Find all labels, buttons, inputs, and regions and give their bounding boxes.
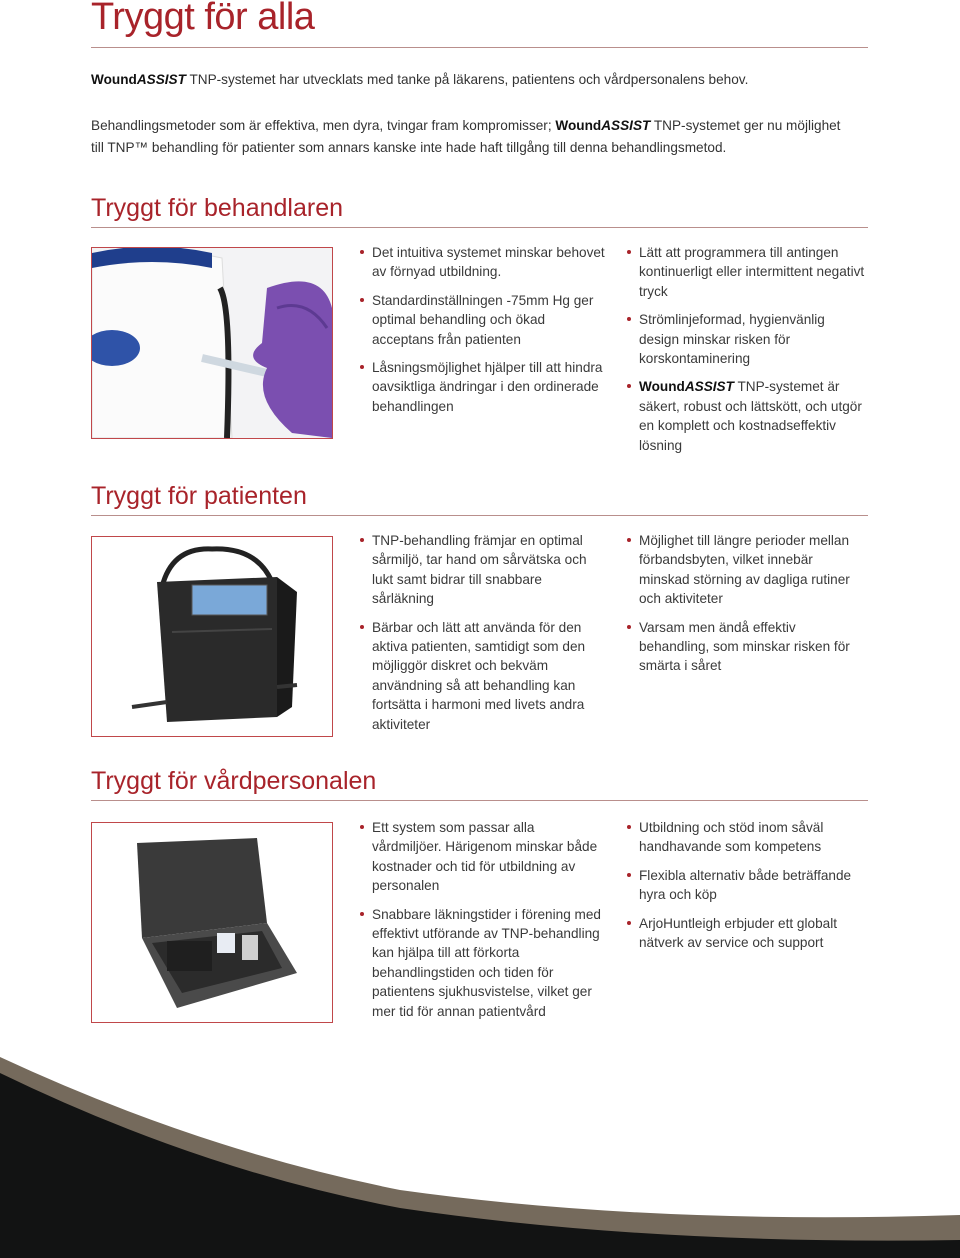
section-heading-patienten: Tryggt för patienten [91,482,307,510]
brand-name-italic: ASSIST [136,72,186,87]
list-item: Lätt att programmera till antingen kontinuerligt eller intermittent negativt tryck [627,243,867,301]
intro-text: TNP-systemet ger nu möjlighet till TNP™ behandling för patienter som annars kanske inte hade haft tillgång till denna behandlingsmetod. [91,118,841,155]
list-item: Utbildning och stöd inom såväl handhavande som kompetens [627,818,867,857]
benefits-list-left [360,531,605,743]
brand-name-bold: Wound [555,118,602,133]
benefits-list-right [627,531,867,685]
intro-text: TNP-systemet har utvecklats med tanke på läkarens, patientens och vårdpersonalens behov. [185,72,749,87]
intro-paragraph-1 [91,69,871,91]
list-item: Möjlighet till längre perioder mellan förbandsbyten, vilket innebär minskad störning av dagliga rutiner och aktiviteter [627,531,867,609]
brand-name-italic: ASSIST [684,379,734,395]
section-heading-vardpersonalen: Tryggt för vårdpersonalen [91,767,377,795]
benefits-list-right [627,243,867,464]
list-item: Låsningsmöjlighet hjälper till att hindra oavsiktliga ändringar i den ordinerade behandlingen [360,358,605,416]
brand-name-bold: Wound [91,72,137,87]
brand-name-italic: ASSIST [601,118,651,133]
list-item: Varsam men ändå effektiv behandling, som minskar risken för smärta i såret [627,618,867,676]
carry-bag-photo [91,536,333,737]
list-item-text: TNP-systemet är säkert, robust och lättskött, och utgör en komplett och kostnadseffektiv lösning [639,379,862,453]
benefits-list-left [360,243,605,425]
list-item: ArjoHuntleigh erbjuder ett globalt nätverk av service och support [627,914,867,953]
list-item: Snabbare läkningstider i förening med effektivt utförande av TNP-behandling kan hjälpa till att förkorta behandlingstiden och tiden för patientens sjukhusvistelse, vilket ger mer tid för annan patientvård [360,905,605,1021]
benefits-list-left [360,818,605,1030]
carry-bag-illustration [92,537,332,736]
section-heading-behandlaren: Tryggt för behandlaren [91,194,344,222]
carry-case-illustration [92,823,332,1022]
divider [91,800,868,801]
divider [91,47,868,48]
footer-swoosh-decoration [0,1040,960,1258]
list-item [627,377,867,455]
device-photo [91,247,333,439]
list-item: Det intuitiva systemet minskar behovet av förnyad utbildning. [360,243,605,282]
intro-paragraph-2 [91,115,851,159]
list-item: Flexibla alternativ både beträffande hyra och köp [627,866,867,905]
list-item: Bärbar och lätt att använda för den aktiva patienten, samtidigt som den möjliggör diskret och bekväm användning så att behandling kan fortsätta i harmoni med livets andra aktiviteter [360,618,605,734]
list-item: Strömlinjeformad, hygienvänlig design minskar risken för korskontaminering [627,310,867,368]
brand-name-bold: Wound [639,379,685,395]
carry-case-photo [91,822,333,1023]
benefits-list-right [627,818,867,961]
list-item: TNP-behandling främjar en optimal sårmiljö, tar hand om sårvätska och lukt samt bidrar till snabbare sårläkning [360,531,605,609]
page-title: Tryggt för alla [91,0,315,38]
divider [91,515,868,516]
list-item: Ett system som passar alla vårdmiljöer. Härigenom minskar både kostnader och tid för utbildning av personalen [360,818,605,896]
wound-device-illustration [92,248,332,438]
divider [91,227,868,228]
list-item: Standardinställningen -75mm Hg ger optimal behandling och ökad acceptans från patienten [360,291,605,349]
intro-text: Behandlingsmetoder som är effektiva, men dyra, tvingar fram kompromisser; [91,118,556,133]
